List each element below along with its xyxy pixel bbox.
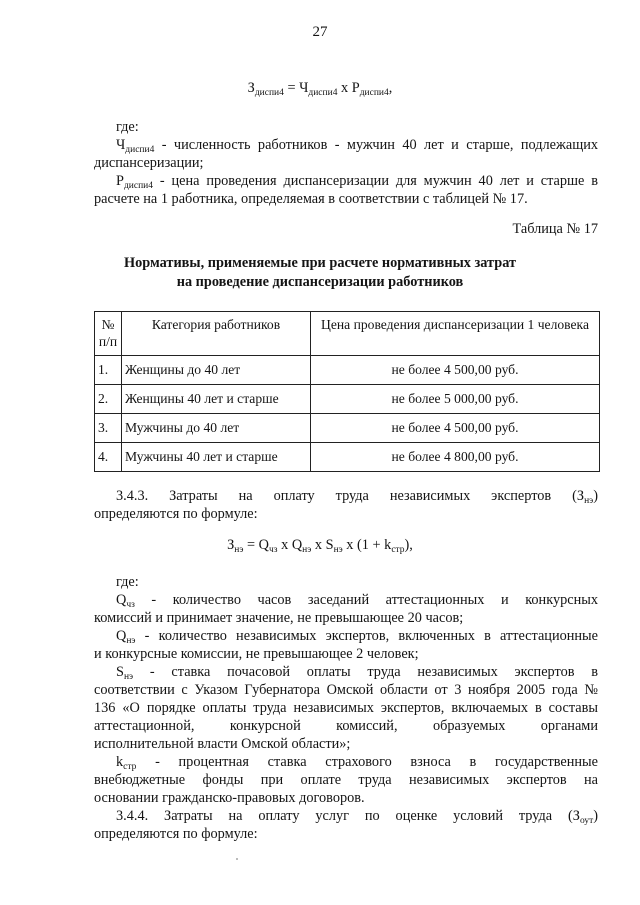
row-price: не более 4 500,00 руб. — [311, 356, 600, 385]
section-343-line1: 3.4.3. Затраты на оплату труда независимых экспертов $(З_{нэ})$ — [116, 488, 598, 506]
definition-q1-line1: $Q_{чз}$ - количество часов заседаний аттестационных и конкурсных — [116, 592, 598, 610]
definition-s-line3: 136 «О порядке оплаты труда независимых экспертов, включаемых в составы — [94, 700, 598, 716]
definition-ch-line2: диспансеризации; — [94, 155, 204, 171]
row-number: 2. — [95, 385, 122, 414]
where-label: где: — [116, 119, 139, 135]
header-price: Цена проведения диспансеризации 1 человека — [311, 312, 600, 356]
section-344-line1: 3.4.4. Затраты на оплату услуг по оценке условий труда $(З_{оут})$ — [116, 808, 598, 826]
definition-s-line2: соответствии с Указом Губернатора Омской области от 3 ноября 2005 года № — [94, 682, 598, 698]
header-category: Категория работников — [122, 312, 311, 356]
row-price: не более 4 800,00 руб. — [311, 443, 600, 472]
row-category: Мужчины 40 лет и старше — [122, 443, 311, 472]
table-title-line2: на проведение диспансеризации работников — [176, 274, 464, 290]
row-category: Мужчины до 40 лет — [122, 414, 311, 443]
definition-p-line2: расчете на 1 работника, определяемая в соответствии с таблицей № 17. — [94, 191, 528, 207]
table-row — [95, 356, 600, 385]
table-label: Таблица № 17 — [512, 221, 598, 237]
definition-k-line2: внебюджетные фонды при оплате труда независимых экспертов на — [94, 772, 598, 788]
section-343-line2: определяются по формуле: — [94, 506, 258, 522]
table-row — [95, 385, 600, 414]
row-number: 3. — [95, 414, 122, 443]
definition-s-line1: $S_{нэ}$ - ставка почасовой оплаты труда независимых экспертов в — [116, 664, 598, 682]
formula-dispensary-cost: $З_{диспи4} = Ч_{диспи4}$ х $Р_{диспи4}$, — [247, 80, 393, 98]
header-number: № п/п — [95, 312, 122, 356]
row-price: не более 5 000,00 руб. — [311, 385, 600, 414]
definition-ch-line1: $Ч_{диспи4}$ - численность работников - мужчин 40 лет и старше, подлежащих — [116, 137, 598, 155]
row-category: Женщины 40 лет и старше — [122, 385, 311, 414]
definition-k-line3: основании гражданско-правовых договоров. — [94, 790, 365, 806]
definition-q2-line2: и конкурсные комиссии, не превышающее 2 человек; — [94, 646, 419, 662]
scan-speck — [236, 858, 238, 860]
table-header-row — [95, 312, 600, 356]
norms-table — [94, 311, 600, 472]
definition-p-line1: $Р_{диспи4}$ - цена проведения диспансеризации для мужчин 40 лет и старше в — [116, 173, 598, 191]
row-category: Женщины до 40 лет — [122, 356, 311, 385]
formula-expert-cost: $З_{нэ} = Q_{чз}$ х $Q_{нэ}$ х $S_{нэ}$ х $(1 + k_{стр})$, — [227, 537, 413, 555]
section-344-line2: определяются по формуле: — [94, 826, 258, 842]
definition-s-line5: исполнительной власти Омской области»; — [94, 736, 351, 752]
table-row — [95, 414, 600, 443]
definition-k-line1: $k_{стр}$ - процентная ставка страхового взноса в государственные — [116, 754, 598, 772]
definition-q1-line2: комиссий и принимает значение, не превышающее 20 часов; — [94, 610, 464, 626]
where-label-2: где: — [116, 574, 139, 590]
row-number: 1. — [95, 356, 122, 385]
row-number: 4. — [95, 443, 122, 472]
row-price: не более 4 500,00 руб. — [311, 414, 600, 443]
definition-q2-line1: $Q_{нэ}$ - количество независимых экспертов, включенных в аттестационные — [116, 628, 598, 646]
definition-s-line4: аттестационной, конкурсной комиссий, образуемых органами — [94, 718, 598, 734]
page-number: 27 — [312, 24, 328, 40]
table-title-line1: Нормативы, применяемые при расчете нормативных затрат — [124, 255, 516, 271]
table-row — [95, 443, 600, 472]
